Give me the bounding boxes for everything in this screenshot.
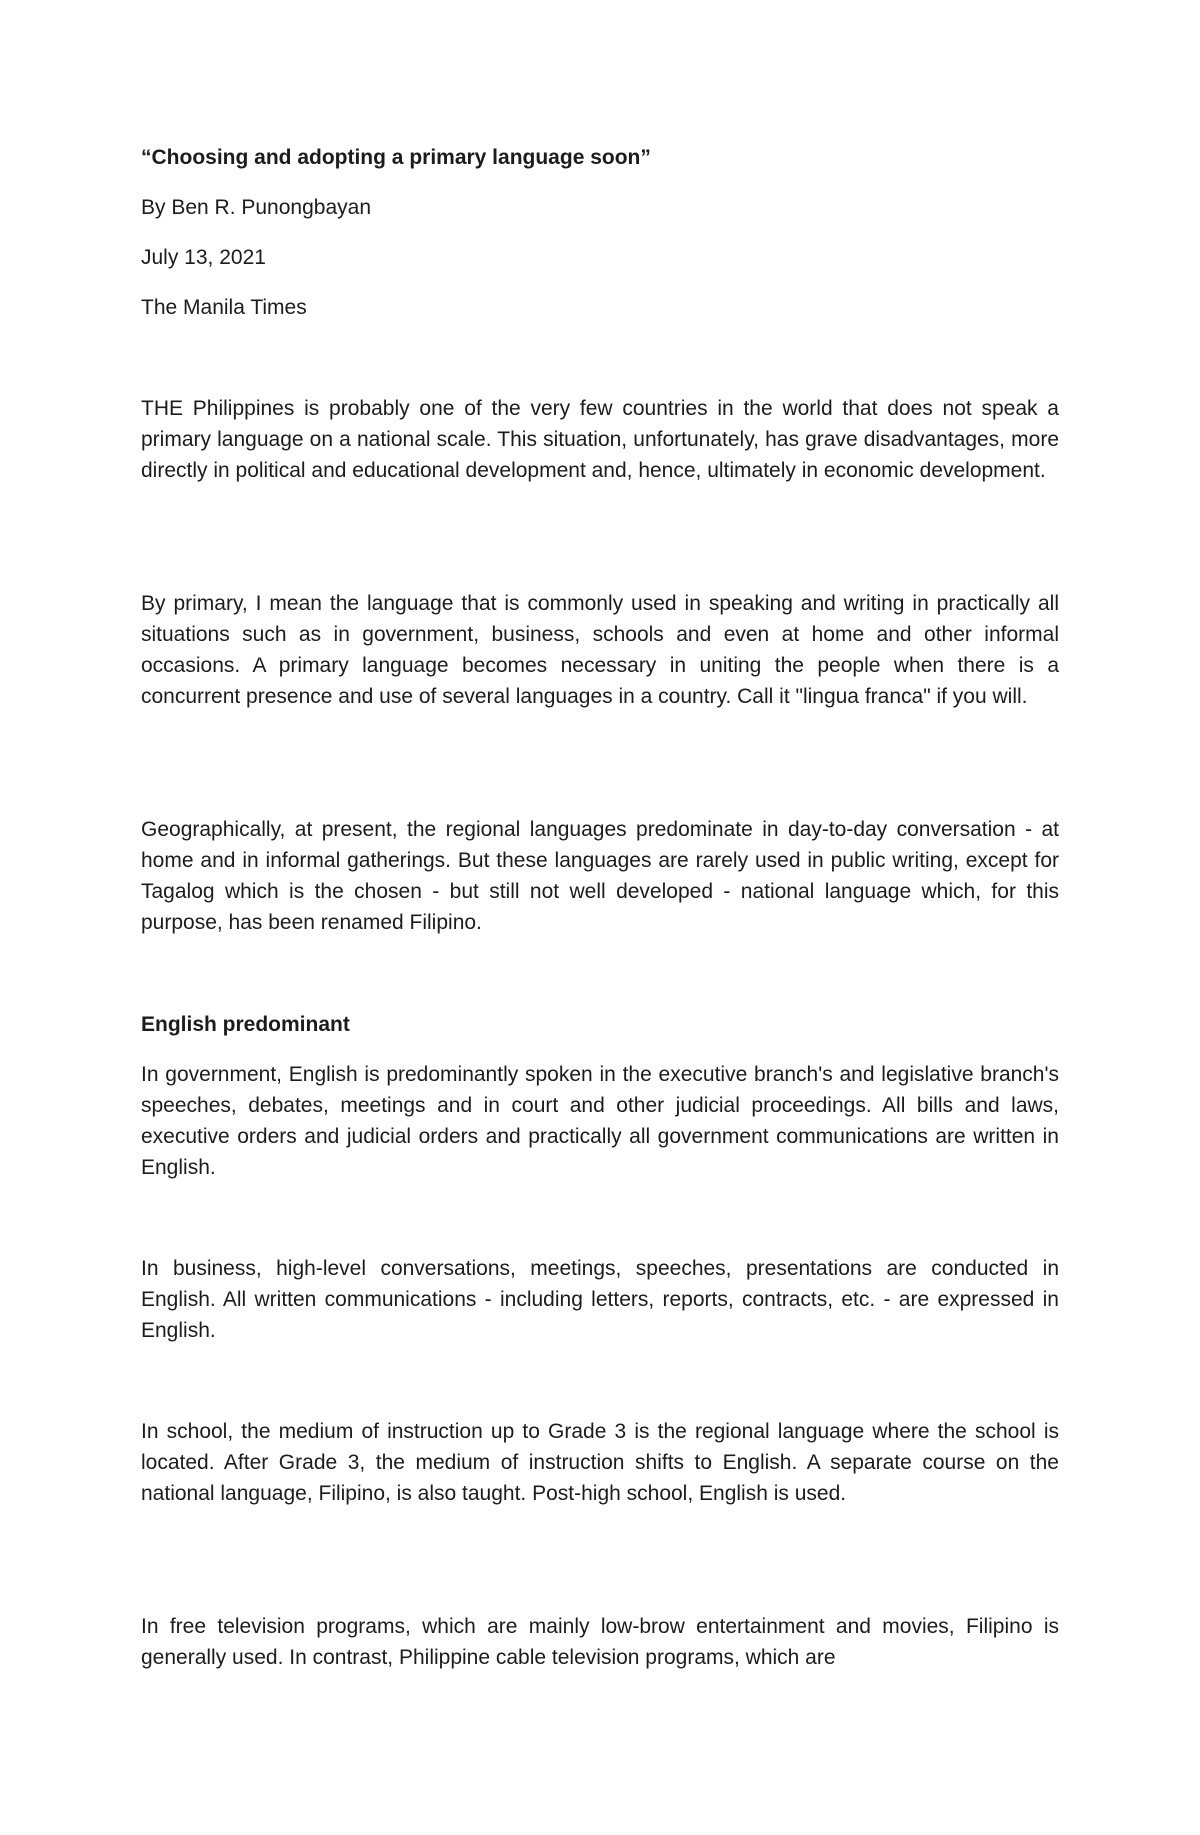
article-date: July 13, 2021 xyxy=(141,246,266,269)
paragraph-television: In free television programs, which are mainly low-brow entertainment and movies, Filipino is generally used. In contrast, Philippine cable television programs, which are xyxy=(141,1615,1059,1669)
article-byline: By Ben R. Punongbayan xyxy=(141,196,371,219)
paragraph-school: In school, the medium of instruction up to Grade 3 is the regional language where the school is located. After Grade 3, the medium of instruction shifts to English. A separate course on the national language, Filipino, is also taught. Post-high school, English is used. xyxy=(141,1420,1059,1505)
article-source: The Manila Times xyxy=(141,296,307,319)
paragraph-intro: THE Philippines is probably one of the very few countries in the world that does not speak a primary language on a national scale. This situation, unfortunately, has grave disadvantages, more directly in political and educational development and, hence, ultimately in economic development. xyxy=(141,397,1059,482)
paragraph-primary-definition: By primary, I mean the language that is commonly used in speaking and writing in practically all situations such as in government, business, schools and even at home and other informal occasions. A primary language becomes necessary in uniting the people when there is a concurrent presence and use of several languages in a country. Call it "lingua franca" if you will. xyxy=(141,592,1059,708)
paragraph-government: In government, English is predominantly spoken in the executive branch's and legislative branch's speeches, debates, meetings and in court and other judicial proceedings. All bills and laws, executive orders and judicial orders and practically all government communications are written in English. xyxy=(141,1063,1059,1179)
article-title: “Choosing and adopting a primary language soon” xyxy=(141,146,651,169)
paragraph-geography: Geographically, at present, the regional languages predominate in day-to-day conversation - at home and in informal gatherings. But these languages are rarely used in public writing, except for Tagalog which is the chosen - but still not well developed - national language which, for this purpose, has been renamed Filipino. xyxy=(141,818,1059,934)
paragraph-business: In business, high-level conversations, meetings, speeches, presentations are conducted in English. All written communications - including letters, reports, contracts, etc. - are expressed in English. xyxy=(141,1257,1059,1342)
section-heading: English predominant xyxy=(141,1013,350,1036)
